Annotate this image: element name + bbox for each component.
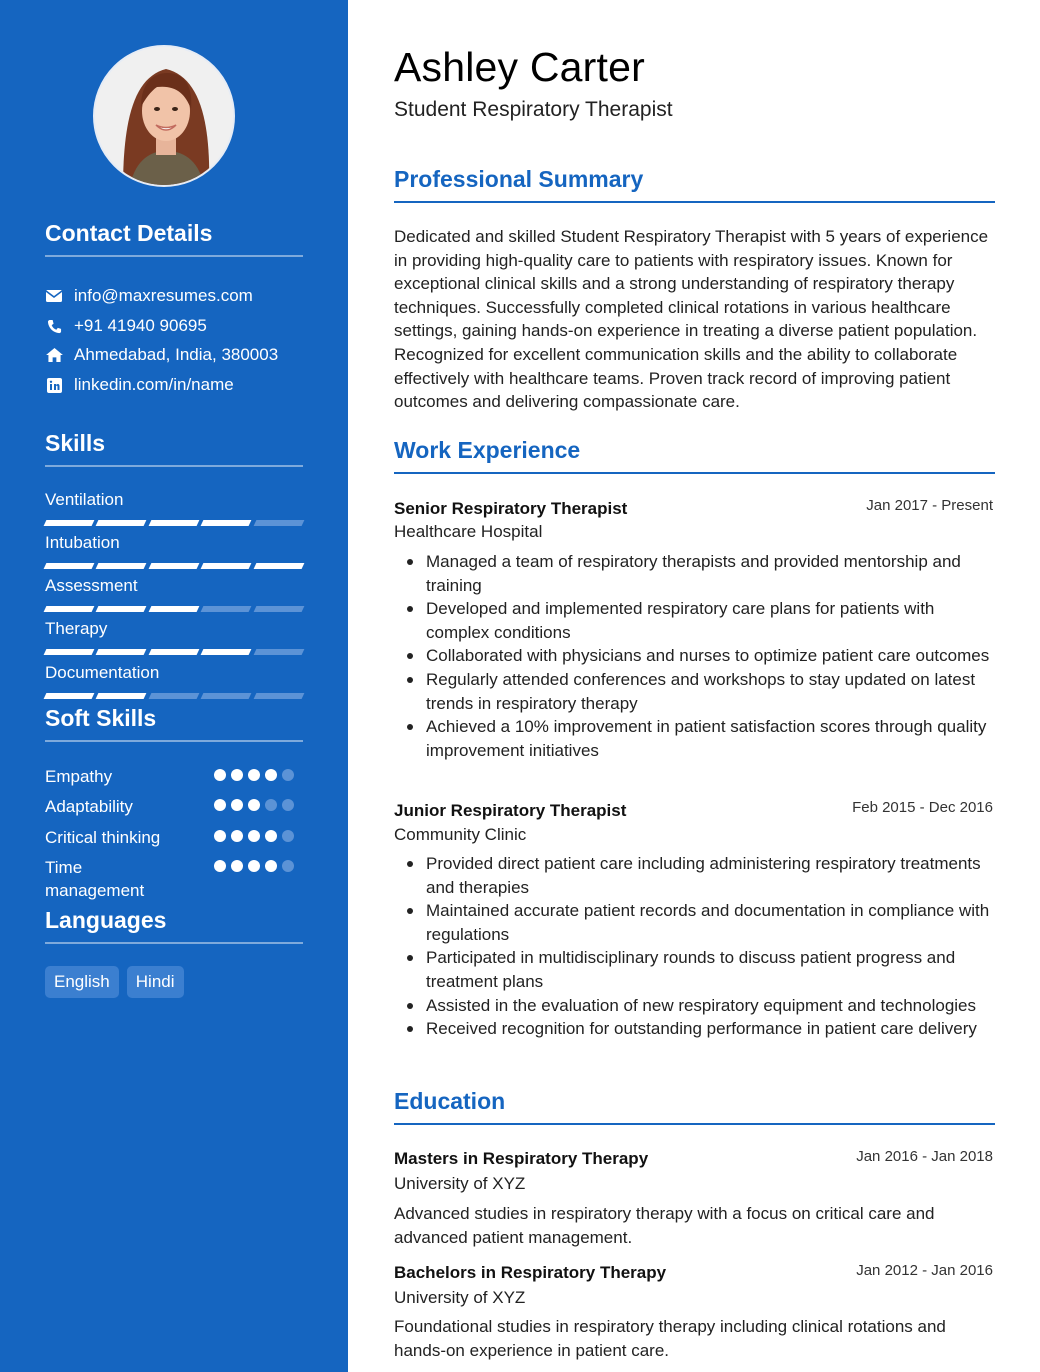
list-item: Regularly attended conferences and workshops to stay updated on latest trends in respiratory therapy: [394, 668, 997, 715]
skill-level-segment: [44, 563, 95, 569]
degree-date: Jan 2012 - Jan 2016: [856, 1262, 993, 1279]
skill-level-segment: [96, 606, 147, 612]
avatar-photo: [95, 47, 235, 187]
skill-level-segment: [201, 520, 252, 526]
rating-dot: [214, 860, 226, 872]
language-pill: English: [45, 966, 119, 998]
rating-dot: [214, 830, 226, 842]
skill-level-segment: [148, 649, 199, 655]
work-divider: [394, 472, 995, 474]
home-icon: [45, 346, 63, 364]
envelope-icon: [45, 287, 63, 305]
skill-level-segment: [148, 563, 199, 569]
rating-dot: [248, 769, 260, 781]
languages-divider: [45, 942, 303, 944]
phone-icon: [45, 317, 63, 335]
contact-heading: Contact Details: [45, 220, 213, 246]
contact-phone-text: +91 41940 90695: [74, 316, 207, 335]
skills-heading: Skills: [45, 430, 106, 456]
soft-skill-name: Adaptability: [45, 797, 133, 816]
languages-heading: Languages: [45, 907, 167, 933]
rating-dot: [231, 769, 243, 781]
rating-dot: [282, 769, 294, 781]
list-item: Developed and implemented respiratory care plans for patients with complex conditions: [394, 597, 997, 644]
contact-linkedin-text: linkedin.com/in/name: [74, 375, 234, 394]
list-item: Received recognition for outstanding performance in patient care delivery: [394, 1017, 997, 1041]
contact-phone[interactable]: [45, 314, 207, 338]
skill-level-segment: [44, 649, 95, 655]
skill-level-segment: [201, 563, 252, 569]
degree-description: Advanced studies in respiratory therapy with a focus on critical care and advanced patient management.: [394, 1204, 935, 1247]
job-organization: Healthcare Hospital: [394, 522, 543, 541]
skill-level-segment: [201, 606, 252, 612]
skill-level-segment: [253, 563, 304, 569]
skill-name: Assessment: [45, 576, 138, 595]
contact-linkedin[interactable]: [45, 373, 234, 397]
skill-level-segment: [148, 606, 199, 612]
main-content: [348, 0, 1040, 1372]
list-item: Provided direct patient care including administering respiratory treatments and therapies: [394, 852, 997, 899]
soft-skills-heading: Soft Skills: [45, 705, 157, 731]
list-item: Maintained accurate patient records and documentation in compliance with regulations: [394, 899, 997, 946]
contact-address: [45, 343, 278, 367]
rating-dot: [282, 830, 294, 842]
skill-level-segment: [44, 693, 95, 699]
rating-dot: [265, 860, 277, 872]
list-item: Collaborated with physicians and nurses to optimize patient care outcomes: [394, 644, 997, 668]
skill-level-segment: [44, 520, 95, 526]
rating-dot: [231, 830, 243, 842]
work-heading: Work Experience: [394, 437, 581, 463]
skill-name: Documentation: [45, 663, 160, 682]
rating-dot: [265, 830, 277, 842]
skill-level-segment: [148, 693, 199, 699]
list-item: Achieved a 10% improvement in patient satisfaction scores through quality improvement initiatives: [394, 715, 997, 762]
skill-level-segment: [148, 520, 199, 526]
job-date: Jan 2017 - Present: [866, 497, 993, 514]
degree-title: Bachelors in Respiratory Therapy: [394, 1263, 667, 1282]
soft-skill-name: Critical thinking: [45, 828, 161, 847]
school-name: University of XYZ: [394, 1288, 526, 1307]
education-divider: [394, 1123, 995, 1125]
rating-dot: [265, 769, 277, 781]
degree-title: Masters in Respiratory Therapy: [394, 1149, 649, 1168]
skill-level-segment: [253, 649, 304, 655]
rating-dot: [214, 799, 226, 811]
rating-dot: [282, 860, 294, 872]
job-title: Junior Respiratory Therapist: [394, 801, 627, 820]
skill-name: Ventilation: [45, 490, 124, 509]
skill-level-bar: [45, 693, 303, 699]
candidate-name: Ashley Carter: [394, 44, 645, 90]
summary-text: Dedicated and skilled Student Respiratory Therapist with 5 years of experience in providing high-quality care to patients with respiratory issues. Known for exceptional clinical skills and a strong understanding of respiratory therapy techniques. Successfully completed clinical rotations in various healthcare settings, gaining hands-on experience in treating a diverse patient population. Recognized for excellent communication skills and the ability to collaborate effectively with healthcare teams. Proven track record of improving patient outcomes and delivering compassionate care.: [394, 227, 989, 412]
summary-divider: [394, 201, 995, 203]
skill-level-segment: [96, 693, 147, 699]
contact-address-text: Ahmedabad, India, 380003: [74, 345, 279, 364]
skill-level-bar: [45, 520, 303, 526]
linkedin-icon: [45, 376, 63, 394]
skill-level-segment: [253, 520, 304, 526]
skill-level-segment: [201, 649, 252, 655]
skills-divider: [45, 465, 303, 467]
list-item: Managed a team of respiratory therapists and provided mentorship and training: [394, 550, 997, 597]
list-item: Participated in multidisciplinary rounds to discuss patient progress and treatment plans: [394, 946, 997, 993]
list-item: Assisted in the evaluation of new respiratory equipment and technologies: [394, 994, 997, 1018]
skill-level-segment: [253, 693, 304, 699]
soft-skill-name: Empathy: [45, 767, 113, 786]
skill-level-bar: [45, 606, 303, 612]
skill-level-segment: [201, 693, 252, 699]
soft-skill-rating: [214, 860, 294, 872]
rating-dot: [214, 769, 226, 781]
rating-dot: [248, 799, 260, 811]
soft-skill-rating: [214, 799, 294, 811]
skill-name: Therapy: [45, 619, 108, 638]
skill-level-bar: [45, 649, 303, 655]
language-pill: Hindi: [127, 966, 184, 998]
rating-dot: [265, 799, 277, 811]
soft-skill-name: Time management: [45, 858, 145, 900]
job-organization: Community Clinic: [394, 825, 527, 844]
rating-dot: [231, 799, 243, 811]
rating-dot: [231, 860, 243, 872]
skill-level-segment: [253, 606, 304, 612]
degree-description: Foundational studies in respiratory therapy including clinical rotations and hands-on experience in patient care.: [394, 1317, 946, 1360]
contact-email-text: info@maxresumes.com: [74, 286, 253, 305]
skill-level-segment: [96, 520, 147, 526]
job-bullets: [394, 550, 997, 762]
skill-name: Intubation: [45, 533, 120, 552]
school-name: University of XYZ: [394, 1174, 526, 1193]
candidate-role: Student Respiratory Therapist: [394, 98, 673, 121]
summary-heading: Professional Summary: [394, 166, 644, 192]
contact-divider: [45, 255, 303, 257]
job-title: Senior Respiratory Therapist: [394, 499, 628, 518]
job-bullets: [394, 852, 997, 1041]
skill-level-segment: [96, 563, 147, 569]
soft-skills-divider: [45, 740, 303, 742]
avatar: [93, 45, 235, 187]
degree-date: Jan 2016 - Jan 2018: [856, 1148, 993, 1165]
rating-dot: [248, 830, 260, 842]
sidebar: [0, 0, 348, 1372]
skill-level-segment: [96, 649, 147, 655]
skill-level-segment: [44, 606, 95, 612]
rating-dot: [248, 860, 260, 872]
rating-dot: [282, 799, 294, 811]
languages-list: [45, 966, 184, 998]
soft-skill-rating: [214, 769, 294, 781]
education-heading: Education: [394, 1088, 506, 1114]
contact-email[interactable]: [45, 284, 253, 308]
skill-level-bar: [45, 563, 303, 569]
job-date: Feb 2015 - Dec 2016: [852, 799, 993, 816]
soft-skill-rating: [214, 830, 294, 842]
